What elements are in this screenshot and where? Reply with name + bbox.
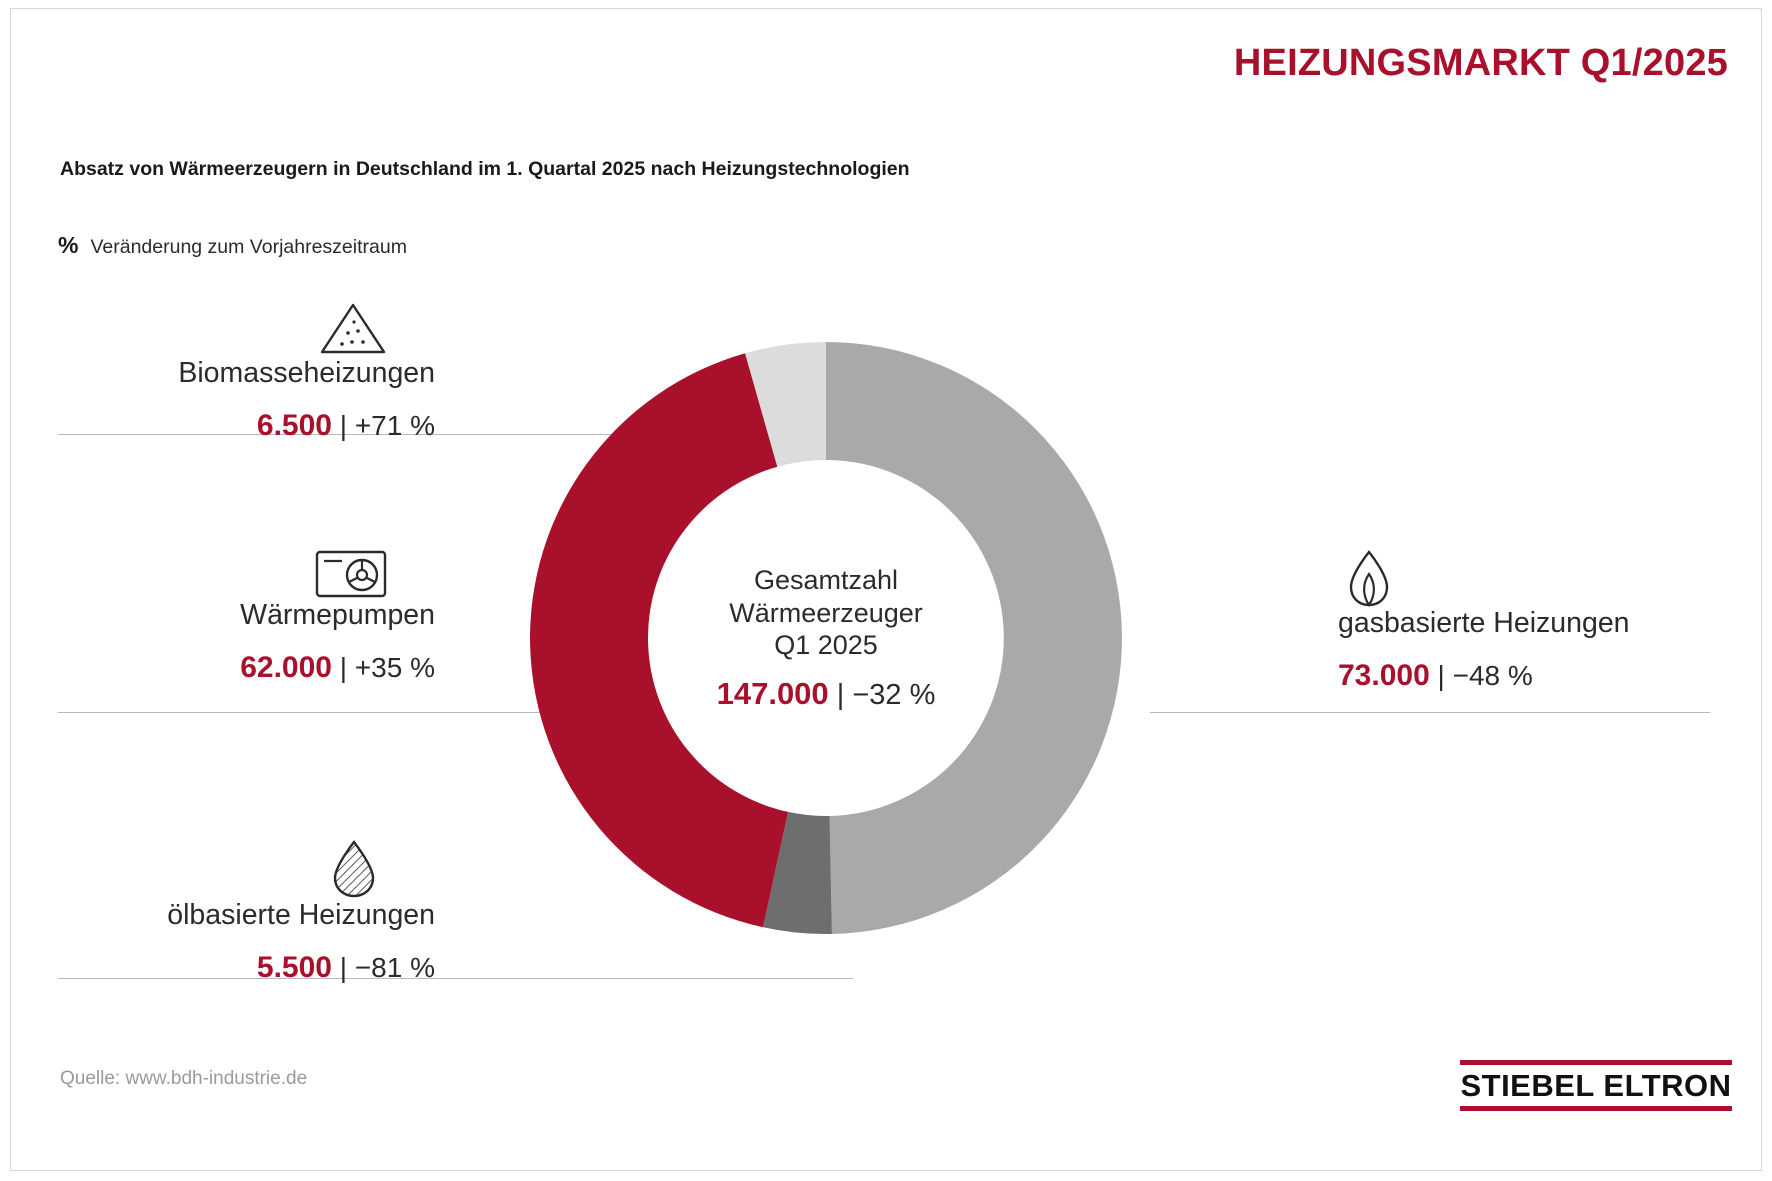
callout-waermepumpen-separator: | <box>331 652 355 684</box>
leader-line-gas <box>1150 712 1710 713</box>
callout-waermepumpen-value <box>60 651 435 684</box>
callout-waermepumpen-change: +35 % <box>354 652 435 684</box>
center-line-1: Gesamtzahl <box>753 564 899 595</box>
brand-logo <box>1460 1060 1732 1111</box>
callout-waermepumpen-number: 62.000 <box>240 651 332 685</box>
gas-flame-icon <box>1346 548 1392 608</box>
center-line-3: Q1 2025 <box>774 630 878 661</box>
center-separator: | <box>828 679 853 712</box>
leader-line-waermepumpen <box>58 712 588 713</box>
biomass-icon <box>318 300 388 358</box>
callout-oel-label: ölbasierte Heizungen <box>167 899 435 931</box>
callout-gas-number: 73.000 <box>1338 659 1430 693</box>
brand-name: STIEBEL ELTRON <box>1460 1068 1732 1103</box>
brand-bar-bottom <box>1460 1106 1732 1111</box>
center-line-2: Wärmeerzeuger <box>729 597 923 628</box>
donut-chart <box>511 323 1141 953</box>
callout-oel-separator: | <box>331 952 355 984</box>
callout-biomasse-label: Biomasseheizungen <box>178 357 435 389</box>
center-total-change: −32 % <box>852 679 936 712</box>
oil-drop-icon <box>328 838 380 900</box>
percent-icon: % <box>58 232 79 258</box>
callout-biomasse-separator: | <box>331 410 355 442</box>
callout-waermepumpen <box>60 548 435 684</box>
callout-biomasse-number: 6.500 <box>256 409 332 443</box>
center-total-value: 147.000 <box>716 676 829 712</box>
callout-biomasse-value <box>60 409 435 442</box>
callout-oel <box>60 838 435 984</box>
page-title: HEIZUNGSMARKT Q1/2025 <box>1233 42 1728 84</box>
callout-biomasse-change: +71 % <box>354 410 435 442</box>
callout-gas <box>1338 548 1738 692</box>
callout-gas-separator: | <box>1429 660 1453 692</box>
page-subtitle: Absatz von Wärmeerzeugern in Deutschland im 1. Quartal 2025 nach Heizungstechnologien <box>60 158 910 180</box>
callout-oel-change: −81 % <box>354 952 435 984</box>
legend <box>58 232 407 259</box>
legend-label: Veränderung zum Vorjahreszeitraum <box>90 236 407 258</box>
slice-gas <box>826 342 1122 934</box>
callout-gas-change: −48 % <box>1452 660 1533 692</box>
callout-biomasse <box>60 300 435 442</box>
callout-oel-value <box>60 951 435 984</box>
callout-gas-label: gasbasierte Heizungen <box>1338 607 1630 639</box>
callout-gas-value <box>1338 659 1738 692</box>
callout-oel-number: 5.500 <box>256 951 332 985</box>
source-note: Quelle: www.bdh-industrie.de <box>60 1068 308 1089</box>
donut-svg <box>511 323 1141 953</box>
slice-waermepumpen <box>530 353 788 927</box>
callout-waermepumpen-label: Wärmepumpen <box>240 599 435 631</box>
heatpump-icon <box>314 548 388 600</box>
